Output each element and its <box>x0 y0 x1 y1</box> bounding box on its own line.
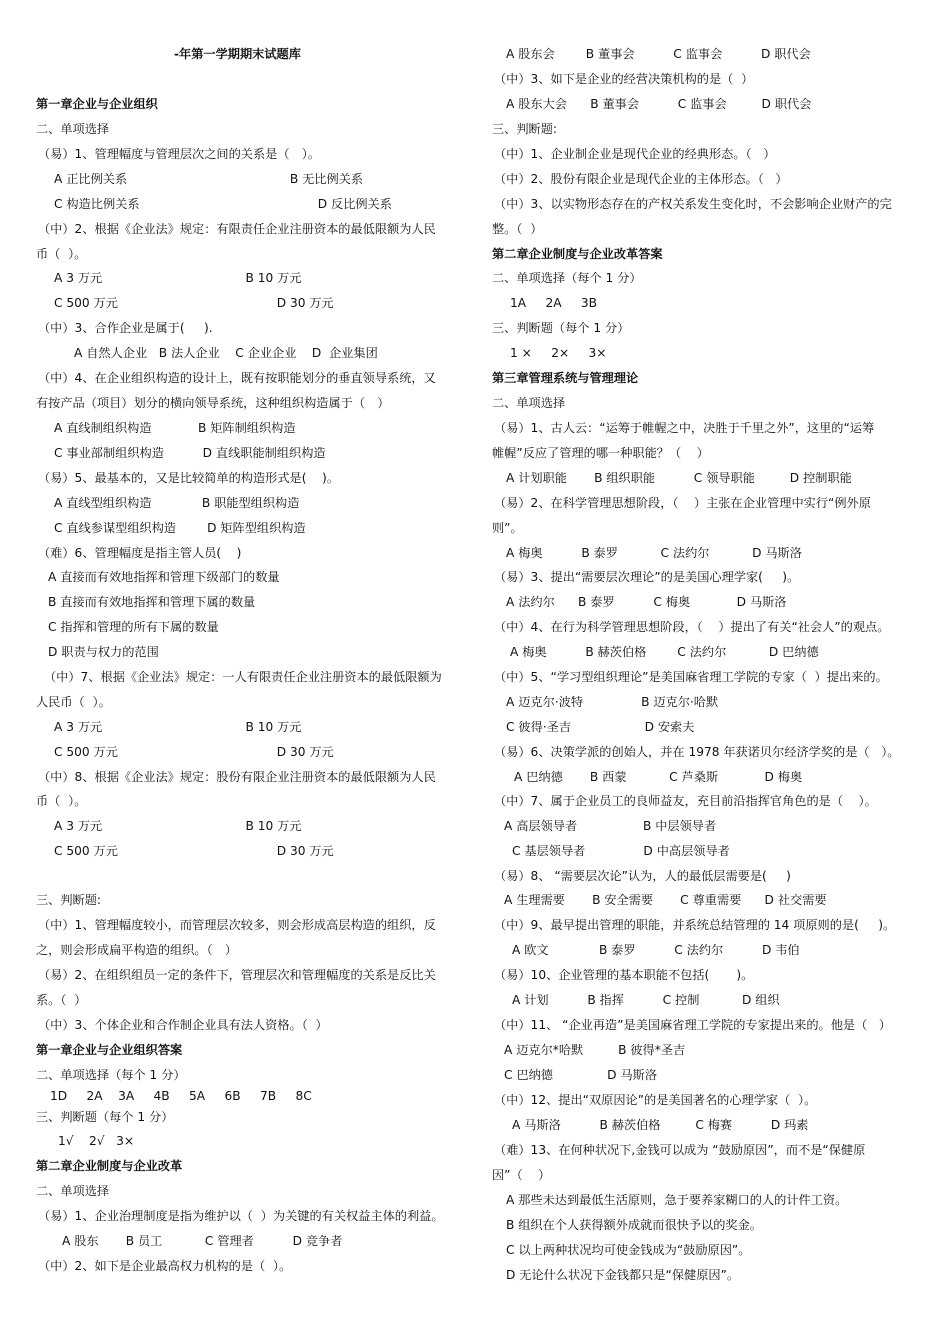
text-line: 有按产品（项目）划分的横向领导系统，这种组织构造属于（ ） <box>36 396 390 410</box>
text-line: （难）13、在何种状况下,金钱可以成为 “鼓励原因”，而不是“保健原 <box>494 1143 866 1157</box>
text-line: 1A 2A 3B <box>510 296 598 310</box>
text-line: （中）3、合作企业是属于( ). <box>38 321 213 335</box>
text-line: （中）5、“学习型组织理论”是美国麻省理工学院的专家（ ）提出来的。 <box>494 670 888 684</box>
text-line: C 指挥和管理的所有下属的数量 <box>48 620 219 634</box>
text-line: （中）3、以实物形态存在的产权关系发生变化时，不会影响企业财产的完 <box>494 197 892 211</box>
text-line: （易）1、管理幅度与管理层次之间的关系是（ ）。 <box>38 147 320 161</box>
section-heading: 第一章企业与企业组织答案 <box>36 1043 183 1057</box>
text-line: 1D 2A 3A 4B 5A 6B 7B 8C <box>50 1089 312 1103</box>
text-line: C 彼得·圣吉 D 安索夫 <box>506 720 695 734</box>
text-line: 帷幄”反应了管理的哪一种职能？（ ） <box>492 446 709 460</box>
text-line: 三、判断题（每个 1 分） <box>36 1110 174 1124</box>
text-line: 二、单项选择（每个 1 分） <box>492 271 642 285</box>
section-heading: 第三章管理系统与管理理论 <box>492 371 639 385</box>
text-line: 系。（ ） <box>36 993 87 1007</box>
text-line: （难）6、管理幅度是指主管人员( ) <box>38 546 242 560</box>
text-line: C 500 万元 D 30 万元 <box>54 844 334 858</box>
text-line: C 基层领导者 D 中高层领导者 <box>512 844 730 858</box>
text-line: 二、单项选择（每个 1 分） <box>36 1068 186 1082</box>
text-line: （易）5、最基本的，又是比较简单的构造形式是( )。 <box>38 471 339 485</box>
text-line: A 马斯洛 B 赫茨伯格 C 梅赛 D 玛素 <box>512 1118 809 1132</box>
text-line: A 计划职能 B 组织职能 C 领导职能 D 控制职能 <box>506 471 852 485</box>
section-heading: 第二章企业制度与企业改革答案 <box>492 247 663 261</box>
text-line: （易）6、决策学派的创始人，并在 1978 年获诺贝尔经济学奖的是（ ）。 <box>494 745 900 759</box>
text-line: C 直线参谋型组织构造 D 矩阵型组织构造 <box>54 521 306 535</box>
text-line: A 直线型组织构造 B 职能型组织构造 <box>54 496 300 510</box>
section-heading: 第二章企业制度与企业改革 <box>36 1159 183 1173</box>
text-line: A 计划 B 指挥 C 控制 D 组织 <box>512 993 780 1007</box>
text-line: A 正比例关系 B 无比例关系 <box>54 172 364 186</box>
text-line: 三、判断题（每个 1 分） <box>492 321 630 335</box>
text-line: A 直线制组织构造 B 矩阵制组织构造 <box>54 421 296 435</box>
text-line: 二、单项选择 <box>36 122 110 136</box>
text-line: A 股东 B 员工 C 管理者 D 竞争者 <box>62 1234 343 1248</box>
text-line: 三、判断题: <box>36 893 102 907</box>
text-line: （中）1、企业制企业是现代企业的经典形态。（ ） <box>494 147 776 161</box>
text-line: C 以上两种状况均可使金钱成为“鼓励原因”。 <box>506 1243 751 1257</box>
text-line: （中）3、个体企业和合作制企业具有法人资格。（ ） <box>38 1018 328 1032</box>
text-line: C 构造比例关系 D 反比例关系 <box>54 197 392 211</box>
text-line: A 梅奥 B 赫茨伯格 C 法约尔 D 巴纳德 <box>510 645 819 659</box>
text-line: C 巴纳德 D 马斯洛 <box>504 1068 658 1082</box>
text-line: 三、判断题: <box>492 122 558 136</box>
text-line: A 股东会 B 董事会 C 监事会 D 职代会 <box>506 47 811 61</box>
text-line: （中）8、根据《企业法》规定：股份有限企业注册资本的最低限额为人民 <box>38 770 436 784</box>
text-line: B 直接而有效地指挥和管理下属的数量 <box>48 595 256 609</box>
text-line: A 迈克尔·波特 B 迈克尔·哈默 <box>506 695 719 709</box>
text-line: 人民币（ ）。 <box>36 695 111 709</box>
text-line: （易）1、企业治理制度是指为维护以（ ）为关键的有关权益主体的利益。 <box>38 1209 444 1223</box>
section-heading: -年第一学期期末试题库 <box>174 47 301 61</box>
text-line: C 500 万元 D 30 万元 <box>54 745 334 759</box>
text-line: （中）7、属于企业员工的良师益友，充目前沿指挥官角色的是（ ）。 <box>494 794 877 808</box>
text-line: （中）7、根据《企业法》规定：一人有限责任企业注册资本的最低限额为 <box>44 670 442 684</box>
text-line: A 法约尔 B 泰罗 C 梅奥 D 马斯洛 <box>506 595 787 609</box>
text-line: （中）1、管理幅度较小，而管理层次较多，则会形成高层构造的组织，反 <box>38 918 436 932</box>
text-line: A 3 万元 B 10 万元 <box>54 271 302 285</box>
text-line: 之，则会形成扁平构造的组织。（ ） <box>36 943 238 957</box>
text-line: （中）4、在企业组织构造的设计上，既有按职能划分的垂直领导系统，又 <box>38 371 436 385</box>
text-line: （中）4、在行为科学管理思想阶段，（ ）提出了有关“社会人”的观点。 <box>494 620 890 634</box>
text-line: 1 × 2× 3× <box>510 346 607 360</box>
text-line: 二、单项选择 <box>492 396 566 410</box>
text-line: 币（ ）。 <box>36 794 87 808</box>
text-line: C 500 万元 D 30 万元 <box>54 296 334 310</box>
text-line: C 事业部制组织构造 D 直线职能制组织构造 <box>54 446 326 460</box>
text-line: （中）9、最早提出管理的职能，并系统总结管理的 14 项原则的是( )。 <box>494 918 896 932</box>
text-line: 则”。 <box>492 521 523 535</box>
text-line: （中）11、 “企业再造”是美国麻省理工学院的专家提出来的。他是（ ） <box>494 1018 892 1032</box>
text-line: （易）1、古人云：“运筹于帷幄之中，决胜于千里之外”，这里的“运筹 <box>494 421 875 435</box>
text-line: A 那些未达到最低生活原则，急于要养家糊口的人的计件工资。 <box>506 1193 848 1207</box>
text-line: A 欧文 B 泰罗 C 法约尔 D 韦伯 <box>512 943 800 957</box>
text-line: （易）2、在科学管理思想阶段，（ ）主张在企业管理中实行“例外原 <box>494 496 871 510</box>
text-line: （易）10、企业管理的基本职能不包括( )。 <box>494 968 754 982</box>
text-line: D 职责与权力的范围 <box>48 645 159 659</box>
text-line: A 股东大会 B 董事会 C 监事会 D 职代会 <box>506 97 812 111</box>
text-line: 币（ ）。 <box>36 247 87 261</box>
text-line: B 组织在个人获得额外成就而很快予以的奖金。 <box>506 1218 762 1232</box>
text-line: A 高层领导者 B 中层领导者 <box>504 819 717 833</box>
text-line: （中）2、根据《企业法》规定：有限责任企业注册资本的最低限额为人民 <box>38 222 436 236</box>
text-line: （易）3、提出“需要层次理论”的是美国心理学家( )。 <box>494 570 800 584</box>
text-line: A 3 万元 B 10 万元 <box>54 720 302 734</box>
text-line: 因”（ ） <box>492 1168 551 1182</box>
text-line: （中）2、如下是企业最高权力机构的是（ ）。 <box>38 1259 292 1273</box>
text-line: D 无论什么状况下金钱都只是“保健原因”。 <box>506 1268 740 1282</box>
text-line: （易）2、在组织组员一定的条件下，管理层次和管理幅度的关系是反比关 <box>38 968 436 982</box>
text-line: A 自然人企业 B 法人企业 C 企业企业 D 企业集团 <box>74 346 378 360</box>
text-line: （中）2、股份有限企业是现代企业的主体形态。（ ） <box>494 172 788 186</box>
text-line: 整。（ ） <box>492 222 543 236</box>
text-line: A 巴纳德 B 西蒙 C 芦桑斯 D 梅奥 <box>514 770 803 784</box>
text-line: A 梅奥 B 泰罗 C 法约尔 D 马斯洛 <box>506 546 802 560</box>
text-line: （中）3、如下是企业的经营决策机构的是（ ） <box>494 72 754 86</box>
text-line: A 直接而有效地指挥和管理下级部门的数量 <box>48 570 280 584</box>
text-line: 二、单项选择 <box>36 1184 110 1198</box>
text-line: A 3 万元 B 10 万元 <box>54 819 302 833</box>
text-line: A 迈克尔*哈默 B 彼得*圣吉 <box>504 1043 686 1057</box>
section-heading: 第一章企业与企业组织 <box>36 97 158 111</box>
text-line: A 生理需要 B 安全需要 C 尊重需要 D 社交需要 <box>504 893 827 907</box>
text-line: （易）8、 “需要层次论”认为，人的最低层需要是( ) <box>494 869 791 883</box>
text-line: 1√ 2√ 3× <box>58 1134 135 1148</box>
text-line: （中）12、提出“双原因论”的是美国著名的心理学家（ ）。 <box>494 1093 817 1107</box>
